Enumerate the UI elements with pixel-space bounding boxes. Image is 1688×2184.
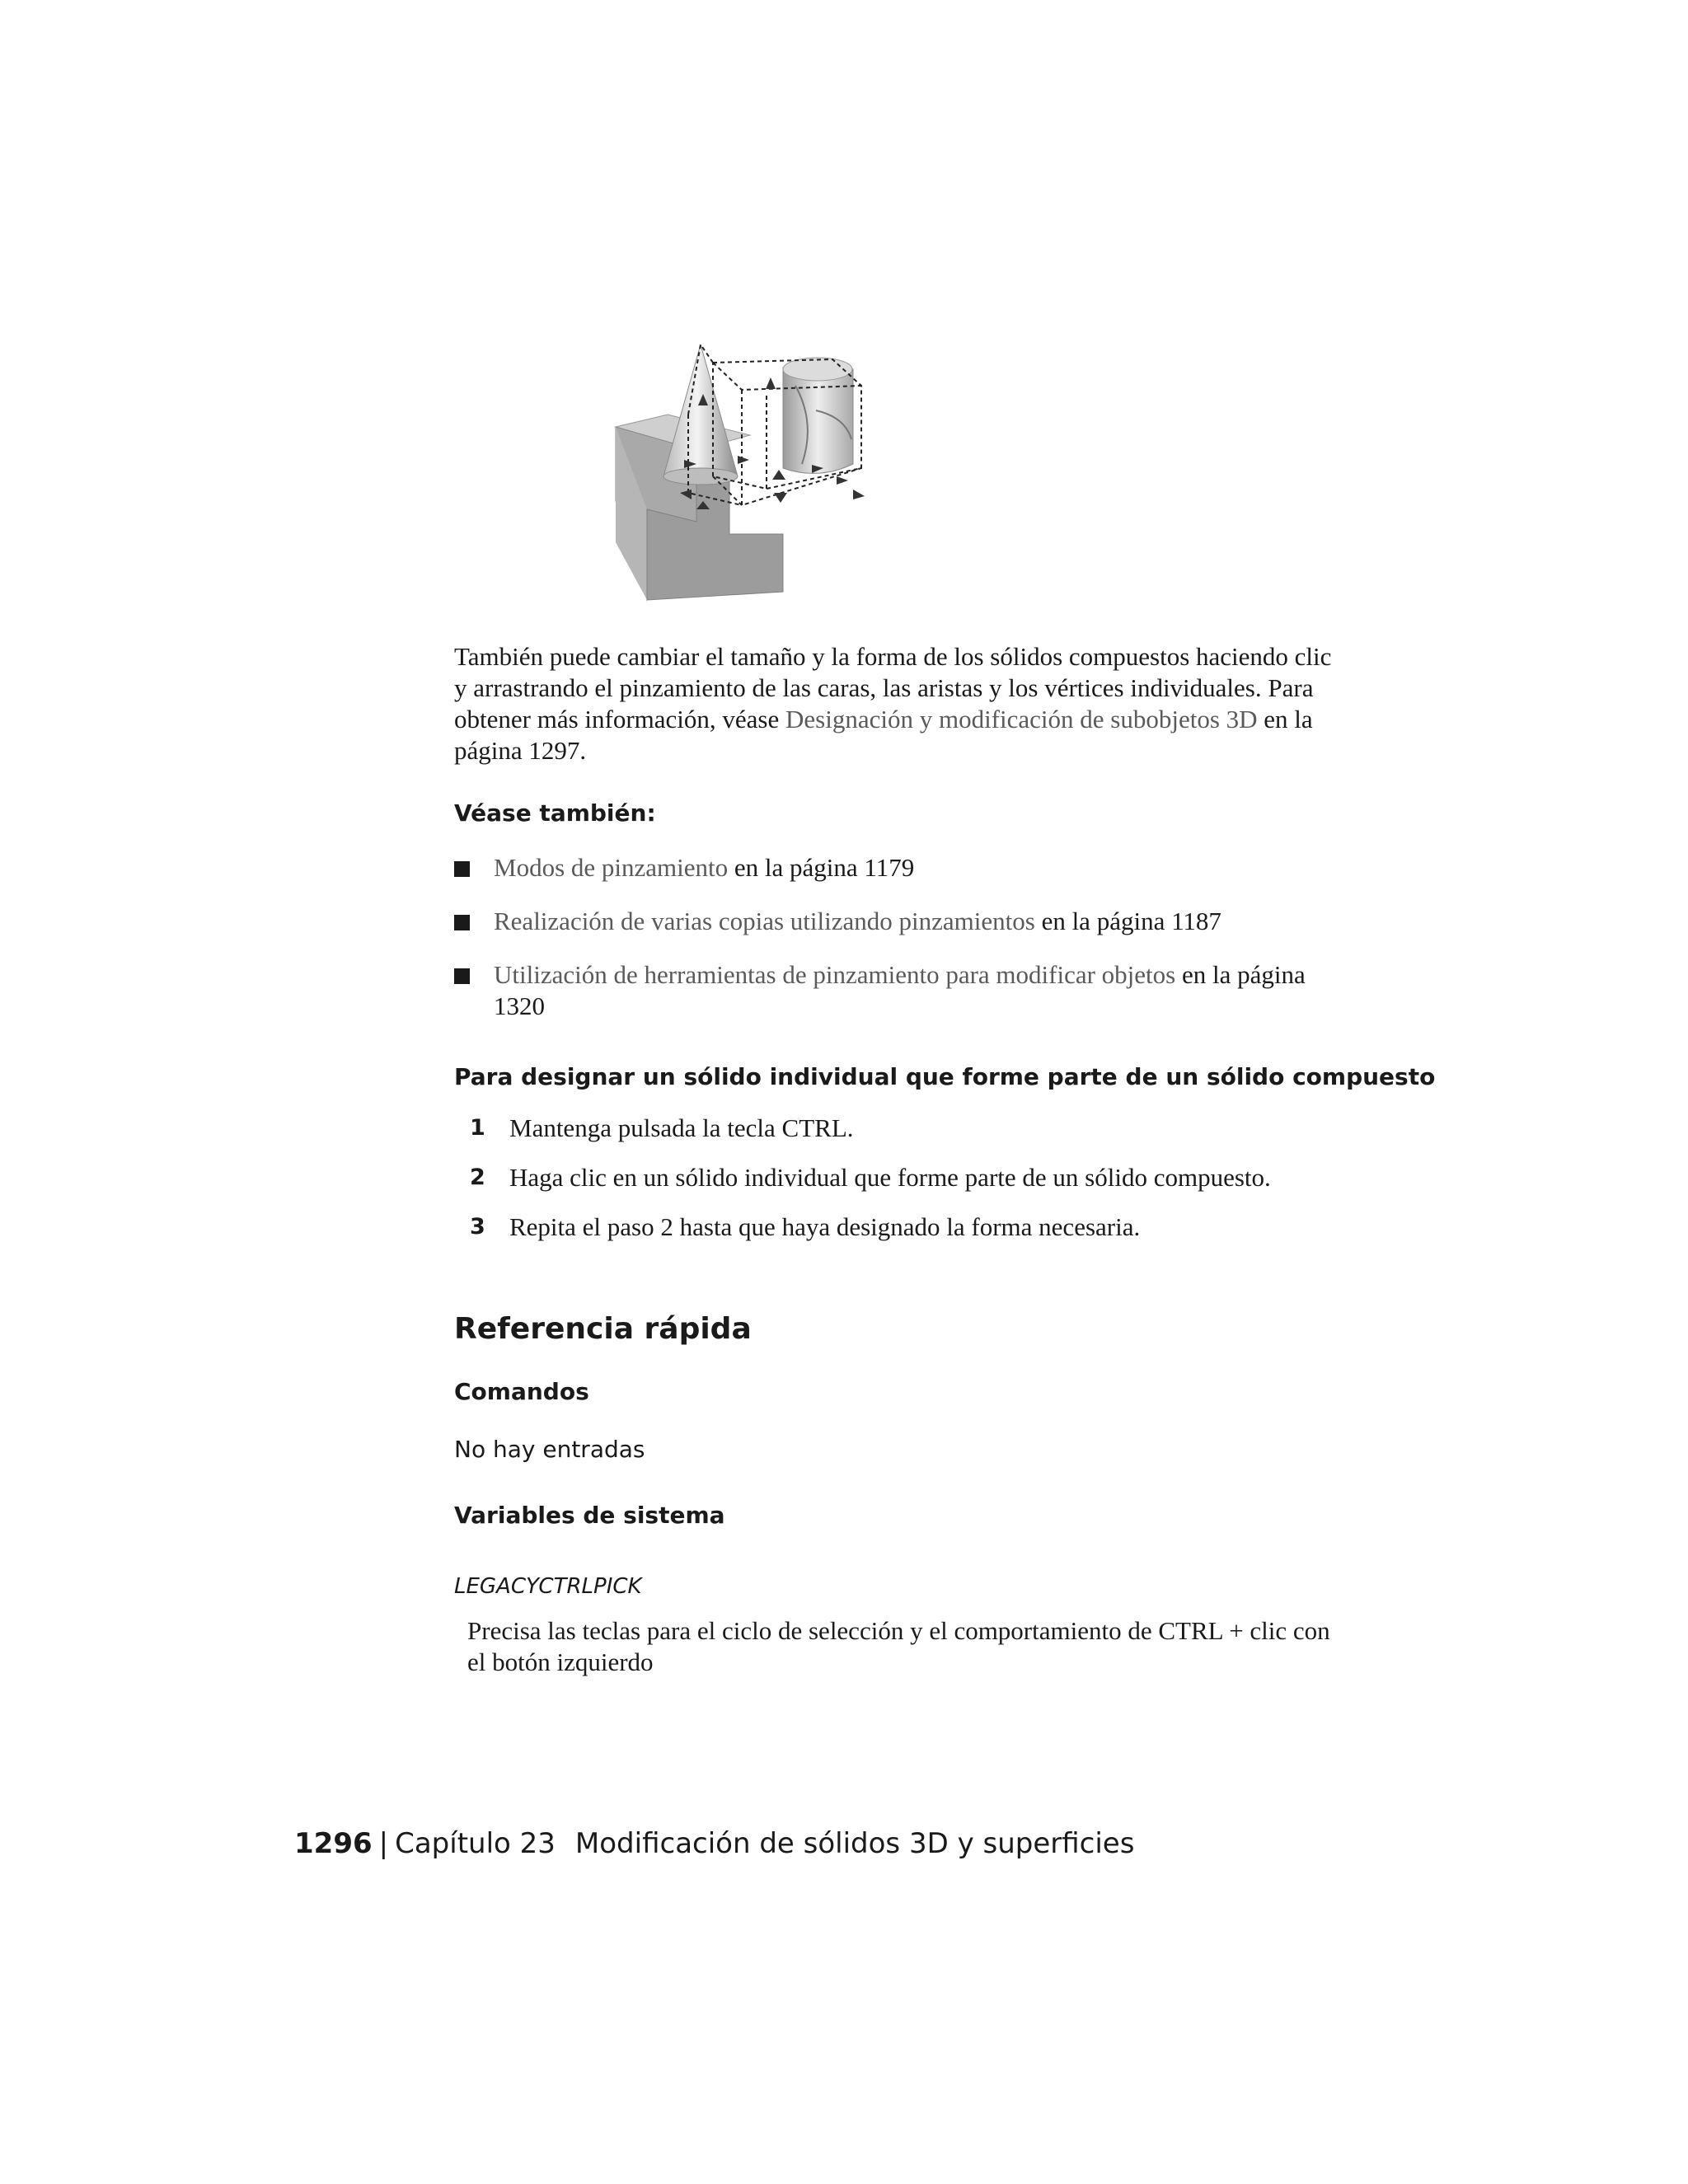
see-also-link[interactable]: Modos de pinzamiento	[494, 853, 729, 882]
step-text: Repita el paso 2 hasta que haya designado la forma necesaria.	[509, 1212, 1141, 1241]
bullet-square-icon	[454, 968, 470, 984]
step-number: 2	[470, 1165, 485, 1190]
see-also-suffix: en la página 1320	[494, 960, 1306, 1020]
bullet-square-icon	[454, 861, 470, 877]
step-text: Haga clic en un sólido individual que forme parte de un sólido compuesto.	[509, 1163, 1271, 1192]
system-variable-description: Precisa las teclas para el ciclo de selección y el comportamiento de CTRL + clic con el botón izquierdo	[467, 1616, 1330, 1676]
footer-chapter: Capítulo 23	[395, 1827, 556, 1860]
see-also-suffix: en la página 1187	[1034, 907, 1221, 935]
see-also-suffix: en la página 1179	[728, 853, 915, 882]
body-text-after: en la página 1297.	[454, 705, 1313, 765]
procedure-heading: Para designar un sólido individual que forme parte de un sólido compuesto	[454, 1063, 1436, 1090]
step-number: 3	[470, 1214, 485, 1240]
see-also-heading: Véase también:	[454, 799, 656, 827]
step-text: Mantenga pulsada la tecla CTRL.	[509, 1113, 854, 1142]
composite-solid-illustration	[606, 344, 878, 610]
footer-chapter-title: Modificación de sólidos 3D y superficies	[574, 1827, 1135, 1860]
system-variable-name[interactable]: LEGACYCTRLPICK	[454, 1574, 642, 1599]
footer-separator: |	[378, 1827, 389, 1860]
bullet-square-icon	[454, 915, 470, 930]
system-variables-heading: Variables de sistema	[454, 1502, 725, 1529]
composite-solid-figure	[606, 344, 878, 610]
commands-heading: Comandos	[454, 1378, 589, 1405]
step-number: 1	[470, 1115, 485, 1141]
body-paragraph	[454, 641, 1344, 766]
see-also-link[interactable]: Realización de varias copias utilizando pinzamientos	[494, 907, 1035, 935]
cross-reference-link[interactable]: Designación y modificación de subobjetos 3D	[785, 705, 1258, 733]
commands-text: No hay entradas	[454, 1436, 645, 1463]
page-footer	[294, 1827, 1134, 1860]
page-number: 1296	[294, 1827, 373, 1860]
quick-reference-heading: Referencia rápida	[454, 1312, 752, 1346]
see-also-link[interactable]: Utilización de herramientas de pinzamiento para modificar objetos	[494, 960, 1176, 989]
body-text-before: También puede cambiar el tamaño y la forma de los sólidos compuestos haciendo clic y arrastrando el pinzamiento de las caras, las aristas y los vértices individuales. Para obtener más información, véase	[454, 642, 1332, 733]
